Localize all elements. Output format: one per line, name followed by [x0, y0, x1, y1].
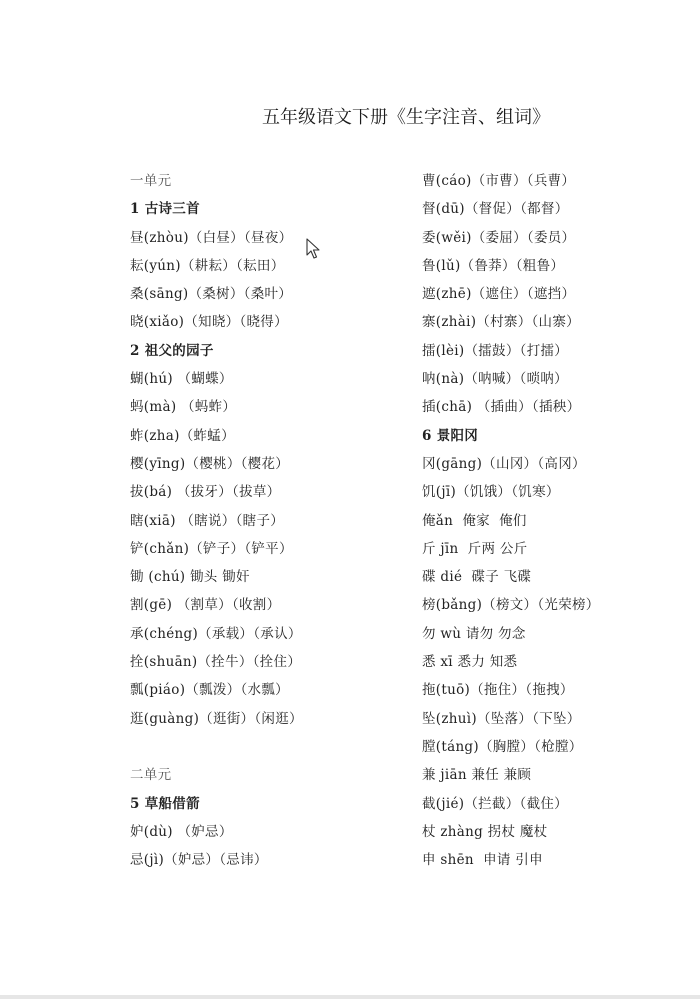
lesson-heading: 2 祖父的园子: [130, 342, 214, 359]
unit-heading: 一单元: [130, 173, 172, 189]
vocab-entry: 晓(xiǎo)（知晓）（晓得）: [130, 314, 288, 331]
vocab-entry: 蚱(zha)（蚱蜢）: [130, 427, 235, 444]
vocab-entry: 妒(dù) （妒忌）: [130, 823, 233, 840]
vocab-entry: 遮(zhē)（遮住）（遮挡）: [422, 286, 576, 303]
vocab-entry: 申 shēn 申请 引申: [422, 852, 543, 869]
vocab-entry: 杖 zhàng 拐杖 魔杖: [422, 823, 548, 840]
vocab-entry: 悉 xī 悉力 知悉: [422, 654, 518, 671]
blank-line: [130, 733, 303, 761]
vocab-entry: 蚂(mà) （蚂蚱）: [130, 399, 237, 416]
left-column: [130, 167, 303, 874]
vocab-entry: 昼(zhòu)（白昼）（昼夜）: [130, 229, 293, 246]
vocab-entry: 铲(chǎn)（铲子）（铲平）: [130, 540, 293, 557]
vocab-entry: 兼 jiān 兼任 兼顾: [422, 767, 532, 784]
vocab-entry: 呐(nà)（呐喊）（唢呐）: [422, 371, 568, 388]
vocab-entry: 瓢(piáo)（瓢泼）（水瓢）: [130, 682, 289, 699]
vocab-entry: 擂(lèi)（擂鼓）（打擂）: [422, 342, 569, 359]
vocab-entry: 锄 (chú) 锄头 锄奸: [130, 569, 250, 586]
vocab-entry: 坠(zhuì)（坠落）（下坠）: [422, 710, 581, 727]
vocab-entry: 冈(gāng)（山冈）（高冈）: [422, 455, 586, 472]
vocab-entry: 拔(bá) （拔牙）（拔草）: [130, 484, 281, 501]
vocab-entry: 截(jié)（拦截）（截住）: [422, 795, 568, 812]
lesson-heading: 1 古诗三首: [130, 201, 200, 218]
vocab-entry: 樱(yīng)（樱桃）（樱花）: [130, 455, 290, 472]
vocab-entry: 插(chā) （插曲）（插秧）: [422, 399, 581, 416]
vocab-entry: 忌(jì)（妒忌）（忌讳）: [130, 852, 268, 869]
document-title: 五年级语文下册《生字注音、组词》: [262, 107, 550, 128]
vocab-entry: 曹(cáo)（市曹）（兵曹）: [422, 173, 576, 189]
vocab-entry: 碟 dié 碟子 飞碟: [422, 569, 532, 586]
vocab-entry: 饥(jī)（饥饿）（饥寒）: [422, 484, 560, 501]
vocab-entry: 勿 wù 请勿 勿念: [422, 625, 526, 642]
vocab-entry: 耘(yún)（耕耘）（耘田）: [130, 257, 285, 274]
vocab-entry: 割(gē) （割草）（收割）: [130, 597, 281, 614]
page-bottom-edge: [0, 995, 700, 999]
vocab-entry: 委(wěi)（委屈）（委员）: [422, 229, 576, 246]
right-column: [422, 167, 600, 874]
vocab-entry: 斤 jīn 斤两 公斤: [422, 540, 528, 557]
vocab-entry: 俺ǎn 俺家 俺们: [422, 512, 527, 529]
vocab-entry: 拖(tuō)（拖住）（拖拽）: [422, 682, 574, 699]
mouse-pointer-icon: [306, 238, 320, 260]
vocab-entry: 鲁(lǔ)（鲁莽）（粗鲁）: [422, 257, 565, 274]
vocab-entry: 榜(bǎng)（榜文）（光荣榜）: [422, 597, 600, 614]
vocab-entry: 拴(shuān)（拴牛）（拴住）: [130, 654, 302, 671]
unit-heading: 二单元: [130, 767, 172, 784]
vocab-entry: 桑(sāng)（桑树）（桑叶）: [130, 286, 293, 303]
vocab-entry: 承(chéng)（承载）（承认）: [130, 625, 302, 642]
lesson-heading: 6 景阳冈: [422, 427, 479, 444]
vocab-entry: 寨(zhài)（村寨）（山寨）: [422, 314, 580, 331]
lesson-heading: 5 草船借箭: [130, 795, 200, 812]
vocab-entry: 逛(guàng)（逛街）（闲逛）: [130, 710, 303, 727]
vocab-entry: 膛(táng)（胸膛）（枪膛）: [422, 738, 583, 755]
vocab-entry: 瞎(xiā) （瞎说）（瞎子）: [130, 512, 285, 529]
vocab-entry: 督(dū)（督促）（都督）: [422, 201, 569, 218]
vocab-entry: 蝴(hú) （蝴蝶）: [130, 371, 233, 388]
